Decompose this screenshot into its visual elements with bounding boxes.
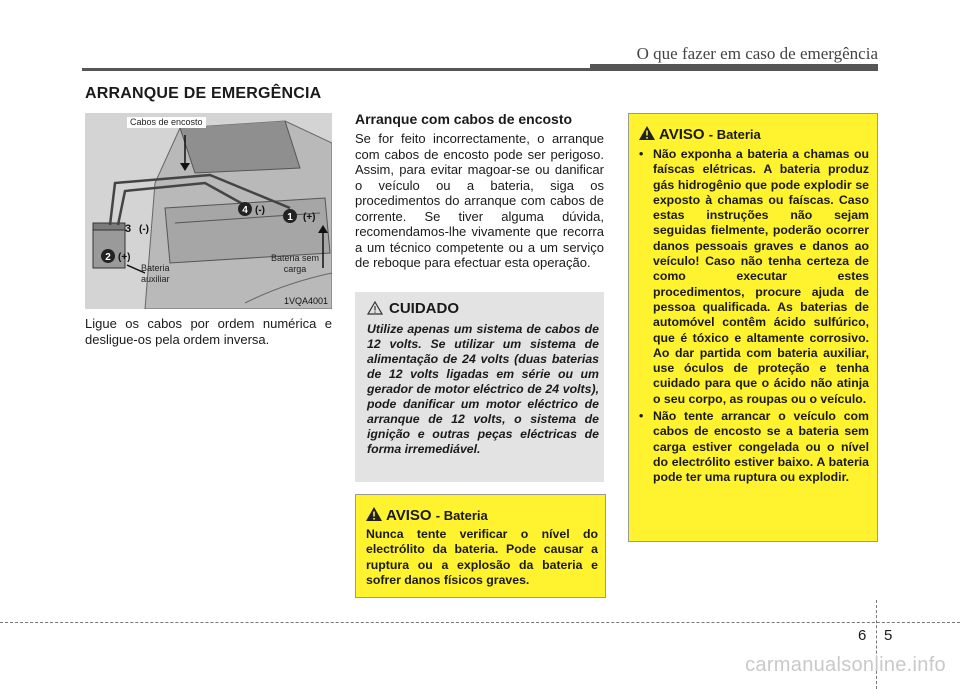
caution-heading	[367, 300, 459, 319]
warning-small-subtitle: - Bateria	[435, 508, 488, 523]
watermark: carmanualsonline.info	[745, 654, 946, 676]
jump-start-illustration	[85, 113, 332, 309]
page-number-chapter: 6	[858, 627, 867, 644]
svg-text:2: 2	[105, 252, 111, 263]
footer-rule	[0, 622, 960, 623]
warning-large-body	[639, 147, 869, 488]
warning-bullet-list	[639, 147, 869, 486]
warning-box-electrolyte	[355, 494, 606, 598]
svg-text:(+): (+)	[118, 252, 131, 263]
svg-text:3: 3	[125, 223, 132, 235]
warning-bullet	[639, 147, 869, 407]
label-aux-battery: Bateria auxiliar	[141, 263, 170, 284]
caution-title: CUIDADO	[389, 300, 459, 317]
jump-start-body: Se for feito incorrectamente, o arranque com cabos de encosto pode ser perigoso. Assim, para evitar magoar-se ou danificar o veículo ou a bateria, siga os procedimentos do arranque com cabos de corrente. Se tiver alguma dúvida, recomendamos-lhe vivamente que recorra a um técnico competente ou a um serviço de reboque para efectuar esta operação.	[355, 131, 604, 270]
figure-code: 1VQA4001	[283, 296, 328, 306]
warning-small-text: Nunca tente verificar o nível do electrólito da bateria. Pode causar a ruptura ou a explosão da bateria e sofrer danos físicos graves.	[366, 527, 598, 587]
svg-text:4: 4	[242, 205, 248, 216]
warning-large-subtitle: - Bateria	[708, 127, 761, 142]
page-number-page: 5	[884, 627, 893, 644]
jump-start-subtitle: Arranque com cabos de encosto	[355, 111, 573, 127]
header-rule	[82, 68, 878, 71]
warning-large-heading	[639, 126, 761, 143]
figure-caption: Ligue os cabos por ordem numérica e desligue-os pela ordem inversa.	[85, 316, 332, 347]
section-title: ARRANQUE DE EMERGÊNCIA	[85, 85, 322, 102]
svg-text:(-): (-)	[255, 205, 265, 216]
warning-small-title: AVISO	[386, 507, 432, 524]
warning-triangle-icon	[639, 126, 655, 140]
warning-bullet	[639, 409, 869, 485]
warning-large-title: AVISO	[659, 126, 705, 143]
label-dead-battery: Bateria sem carga	[271, 253, 320, 274]
header-title: O que fazer em caso de emergência	[636, 44, 878, 63]
warning-box-battery	[628, 113, 878, 542]
label-cables: Cabos de encosto	[127, 117, 206, 128]
bullet-dot-icon: •	[639, 409, 644, 424]
svg-text:(-): (-)	[139, 224, 149, 235]
caution-triangle-icon	[367, 301, 385, 319]
jump-start-figure	[85, 113, 332, 309]
warning-small-heading	[366, 507, 488, 524]
warning-bullet-text: Não tente arrancar o veículo com cabos de encosto se a bateria sem carga estiver congelada ou o nível do electrólito estiver baixo. A bateria pode ter uma ruptura ou explodir.	[653, 409, 869, 485]
svg-text:1: 1	[287, 212, 293, 223]
caution-text: Utilize apenas um sistema de cabos de 12 volts. Se utilizar um sistema de alimentação de 24 volts (duas baterias de 12 volts ligadas em série ou um gerador de motor eléctrico de 24 volts), pode danificar um motor eléctrico de arranque de 12 volts, o sistema de ignição e outras peças eléctricas de forma irremediável.	[367, 322, 599, 456]
caution-box	[355, 292, 604, 482]
warning-triangle-icon	[366, 507, 382, 521]
bullet-dot-icon: •	[639, 147, 644, 161]
svg-text:(+): (+)	[303, 212, 316, 223]
warning-bullet-text: Não exponha a bateria a chamas ou faíscas elétricas. A bateria produz gás hidrogênio que pode explodir se exposto à chamas ou faíscas. Caso estas instruções não sejam seguidas fielmente, poderão ocorrer danos pessoais graves e danos ao veículo! Caso não tenha certeza de como executar estes procedimentos, procure ajuda de pessoa qualificada. As baterias de automóvel contêm ácido sulfúrico, que é tóxico e altamente corrosivo. Ao dar partida com bateria auxiliar, use óculos de proteção e tenha cuidado para que o ácido não atinja o seu corpo, as roupas ou o veículo.	[653, 147, 869, 406]
